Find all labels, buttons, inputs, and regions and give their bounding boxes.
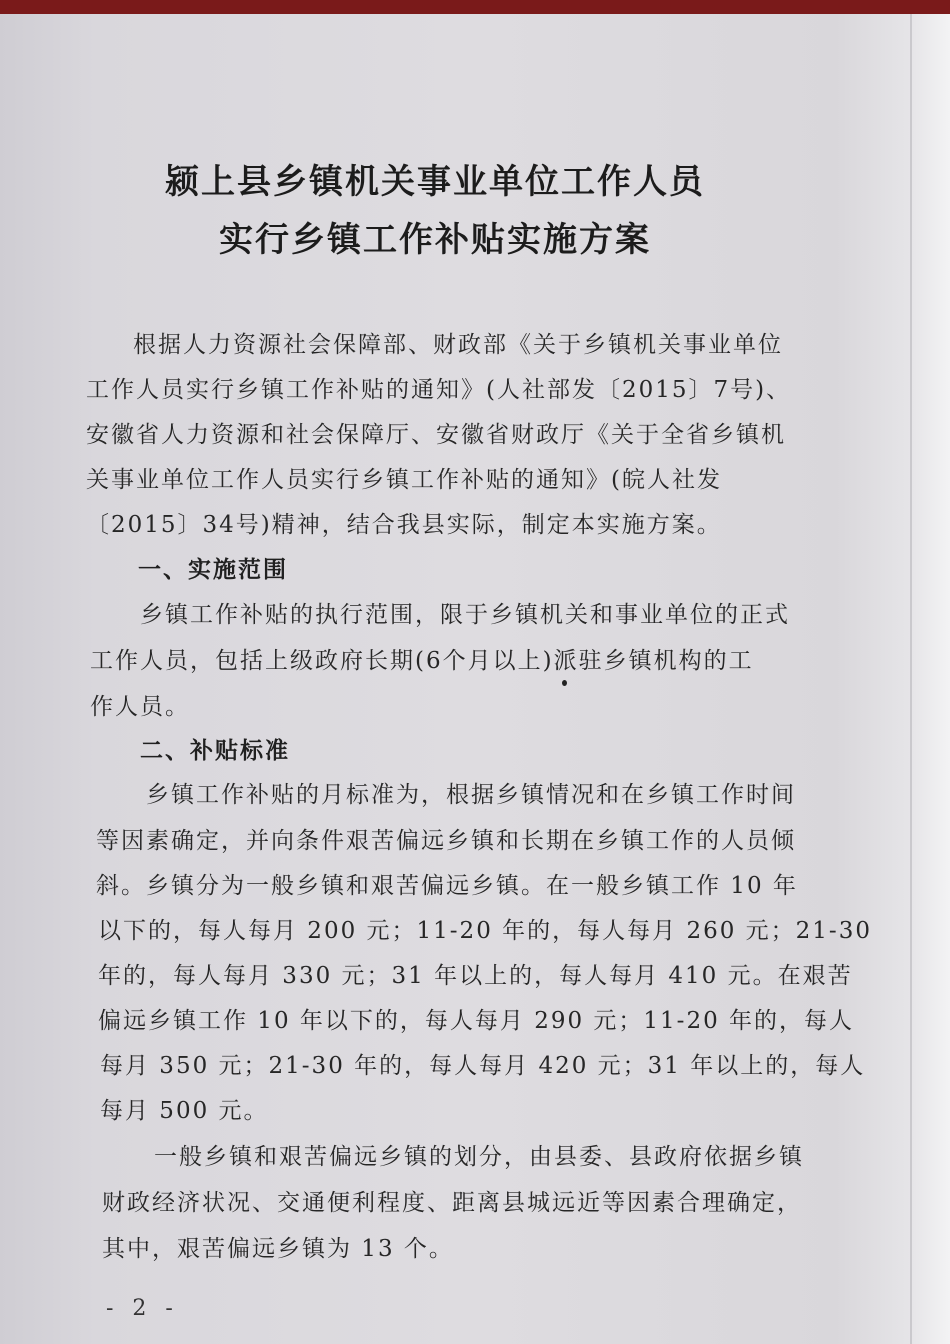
intro-line-2: 工作人员实行乡镇工作补贴的通知》(人社部发〔2015〕7号)、: [86, 377, 792, 403]
section-1-line-2: 工作人员，包括上级政府长期(6个月以上)派驻乡镇机构的工: [90, 648, 754, 674]
intro-line-4: 关事业单位工作人员实行乡镇工作补贴的通知》(皖人社发: [86, 467, 722, 493]
section-2-para-2-line-2: 财政经济状况、交通便利程度、距离县城远近等因素合理确定，: [102, 1190, 802, 1216]
page-number: - 2 -: [106, 1296, 179, 1321]
section-2-line-6: 偏远乡镇工作 10 年以下的，每人每月 290 元；11-20 年的，每人: [98, 1008, 855, 1034]
section-2-line-1: 乡镇工作补贴的月标准为，根据乡镇情况和在乡镇工作时间: [146, 782, 796, 808]
document-title-line-1: 颍上县乡镇机关事业单位工作人员: [165, 162, 705, 202]
section-2-line-4: 以下的，每人每月 200 元；11-20 年的，每人每月 260 元；21-30: [98, 918, 872, 944]
intro-line-5: 〔2015〕34号)精神，结合我县实际，制定本实施方案。: [86, 512, 722, 538]
section-2-line-2: 等因素确定，并向条件艰苦偏远乡镇和长期在乡镇工作的人员倾: [96, 828, 796, 854]
section-2-para-2-line-3: 其中，艰苦偏远乡镇为 13 个。: [102, 1236, 454, 1262]
section-2-heading: 二、补贴标准: [140, 738, 290, 764]
document-page: [0, 14, 950, 1344]
ink-speck: [562, 680, 567, 686]
section-2-line-3: 斜。乡镇分为一般乡镇和艰苦偏远乡镇。在一般乡镇工作 10 年: [96, 873, 798, 899]
section-1-heading: 一、实施范围: [138, 557, 288, 583]
intro-line-1: 根据人力资源社会保障部、财政部《关于乡镇机关事业单位: [133, 332, 783, 358]
section-1-line-1: 乡镇工作补贴的执行范围，限于乡镇机关和事业单位的正式: [140, 602, 790, 628]
section-2-line-7: 每月 350 元；21-30 年的，每人每月 420 元；31 年以上的，每人: [100, 1053, 866, 1079]
section-2-para-2-line-1: 一般乡镇和艰苦偏远乡镇的划分，由县委、县政府依据乡镇: [154, 1144, 804, 1170]
top-edge-band: [0, 0, 950, 14]
section-2-line-5: 年的，每人每月 330 元；31 年以上的，每人每月 410 元。在艰苦: [98, 963, 853, 989]
paper-fold-line: [910, 14, 912, 1344]
intro-line-3: 安徽省人力资源和社会保障厅、安徽省财政厅《关于全省乡镇机: [86, 422, 786, 448]
section-2-line-8: 每月 500 元。: [100, 1098, 269, 1124]
section-1-line-3: 作人员。: [90, 694, 190, 720]
document-title-line-2: 实行乡镇工作补贴实施方案: [219, 220, 651, 260]
